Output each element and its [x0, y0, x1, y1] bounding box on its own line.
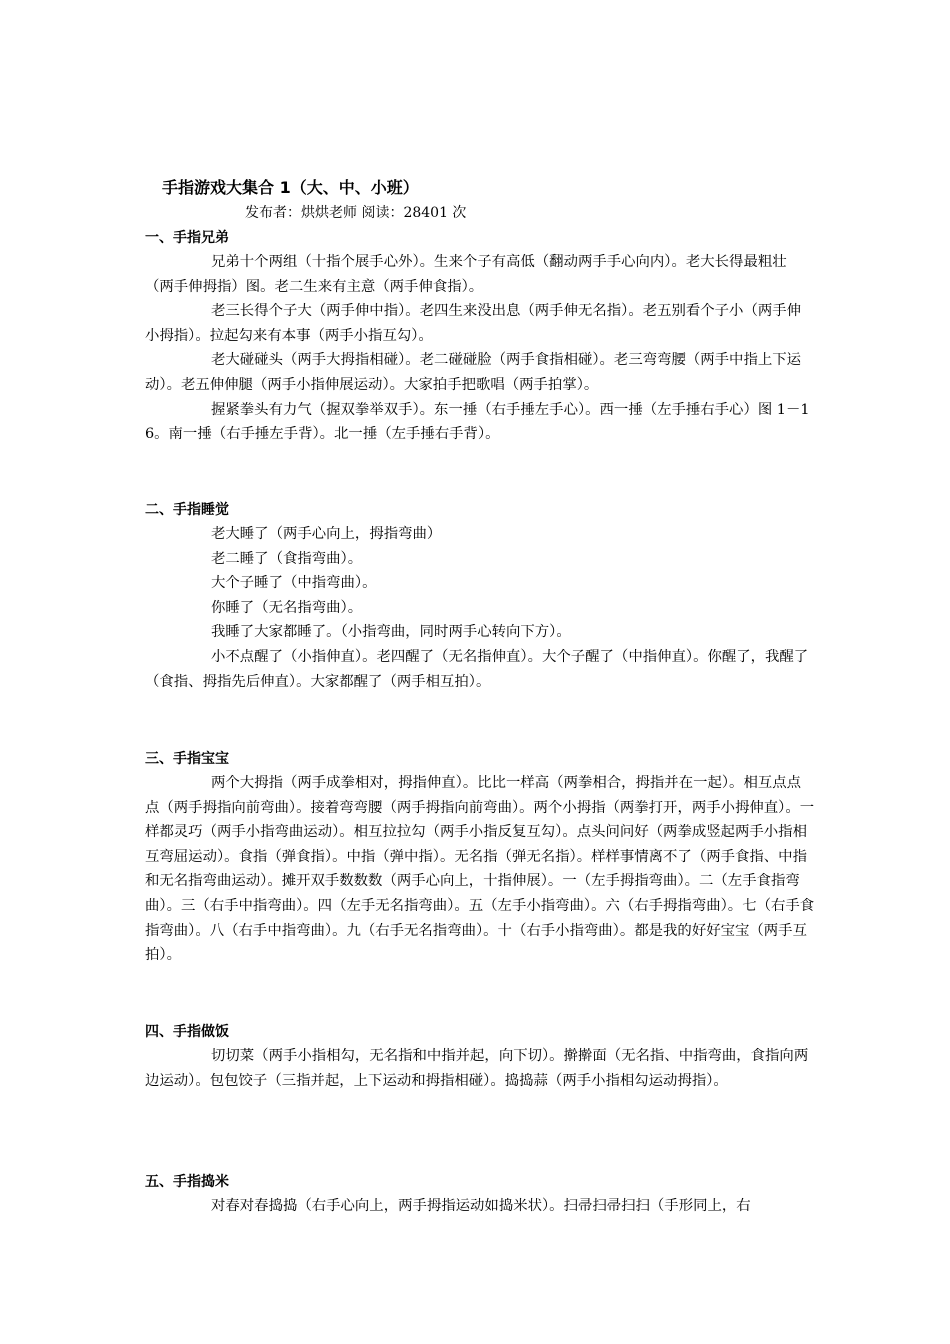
section-shouzhi-shuijiao: [145, 498, 815, 694]
section-paragraph: 老三长得个子大（两手伸中指）。老四生来没出息（两手伸无名指）。老五别看个子小（两手伸小拇指）。拉起勾来有本事（两手小指互勾）。: [145, 303, 802, 344]
section-line: 老大睡了（两手心向上，拇指弯曲）: [211, 526, 442, 542]
section-heading: 五、手指捣米: [145, 1174, 229, 1190]
section-paragraph: 老大碰碰头（两手大拇指相碰）。老二碰碰脸（两手食指相碰）。老三弯弯腰（两手中指上下运动）。老五伸伸腿（两手小指伸展运动）。大家拍手把歌唱（两手拍掌）。: [145, 352, 802, 393]
section-paragraph: 对春对春捣捣（右手心向上，两手拇指运动如捣米状）。扫帚扫帚扫扫（手形同上，右: [211, 1198, 751, 1214]
section-shouzhi-baobao: [145, 747, 815, 968]
section-paragraph: 切切菜（两手小指相勾，无名指和中指并起，向下切）。擀擀面（无名指、中指弯曲，食指向两边运动）。包包饺子（三指并起，上下运动和拇指相碰）。捣捣蒜（两手小指相勾运动拇指）。: [145, 1048, 809, 1089]
section-heading: 二、手指睡觉: [145, 502, 229, 518]
document-byline: 发布者：烘烘老师 阅读：28401 次: [245, 205, 467, 221]
section-heading: 三、手指宝宝: [145, 751, 229, 767]
section-heading: 四、手指做饭: [145, 1024, 229, 1040]
section-paragraph: 两个大拇指（两手成拳相对，拇指伸直）。比比一样高（两拳相合，拇指并在一起）。相互点点点（两手拇指向前弯曲）。接着弯弯腰（两手拇指向前弯曲）。两个小拇指（两拳打开，两手小拇伸直）。一样都灵巧（两手小指弯曲运动）。相互拉拉勾（两手小指反复互勾）。点头问问好（两拳成竖起两手小指相互弯屈运动）。食指（弹食指）。中指（弹中指）。无名指（弹无名指）。样样事情离不了（两手食指、中指和无名指弯曲运动）。摊开双手数数数（两手心向上，十指伸展）。一（左手拇指弯曲）。二（左手食指弯曲）。三（右手中指弯曲）。四（左手无名指弯曲）。五（左手小指弯曲）。六（右手拇指弯曲）。七（右手食指弯曲）。八（右手中指弯曲）。九（右手无名指弯曲）。十（右手小指弯曲）。都是我的好好宝宝（两手互拍）。: [145, 775, 815, 964]
section-line: 我睡了大家都睡了。（小指弯曲，同时两手心转向下方）。: [211, 624, 571, 641]
document-title: 手指游戏大集合 1（大、中、小班）: [162, 178, 419, 197]
section-line: 老二睡了（食指弯曲）。: [211, 550, 363, 567]
section-paragraph: 兄弟十个两组（十指个展手心外）。生来个子有高低（翻动两手手心向内）。老大长得最粗壮（两手伸拇指）图。老二生来有主意（两手伸食指）。: [145, 254, 787, 295]
section-heading: 一、手指兄弟: [145, 230, 229, 246]
section-line: 你睡了（无名指弯曲）。: [211, 599, 363, 616]
section-paragraph: 握紧拳头有力气（握双拳举双手）。东一捶（右手捶左手心）。西一捶（左手捶右手心）图 1－16。南一捶（右手捶左手背）。北一捶（左手捶右手背）。: [145, 401, 810, 443]
section-shouzhi-zuofan: [145, 1020, 815, 1093]
section-line: 大个子睡了（中指弯曲）。: [211, 575, 377, 592]
section-shouzhi-daomi: [145, 1170, 815, 1219]
section-shouzhi-xiongdi: [145, 226, 815, 447]
section-paragraph: 小不点醒了（小指伸直）。老四醒了（无名指伸直）。大个子醒了（中指伸直）。你醒了，我醒了（食指、拇指先后伸直）。大家都醒了（两手相互拍）。: [145, 648, 809, 690]
